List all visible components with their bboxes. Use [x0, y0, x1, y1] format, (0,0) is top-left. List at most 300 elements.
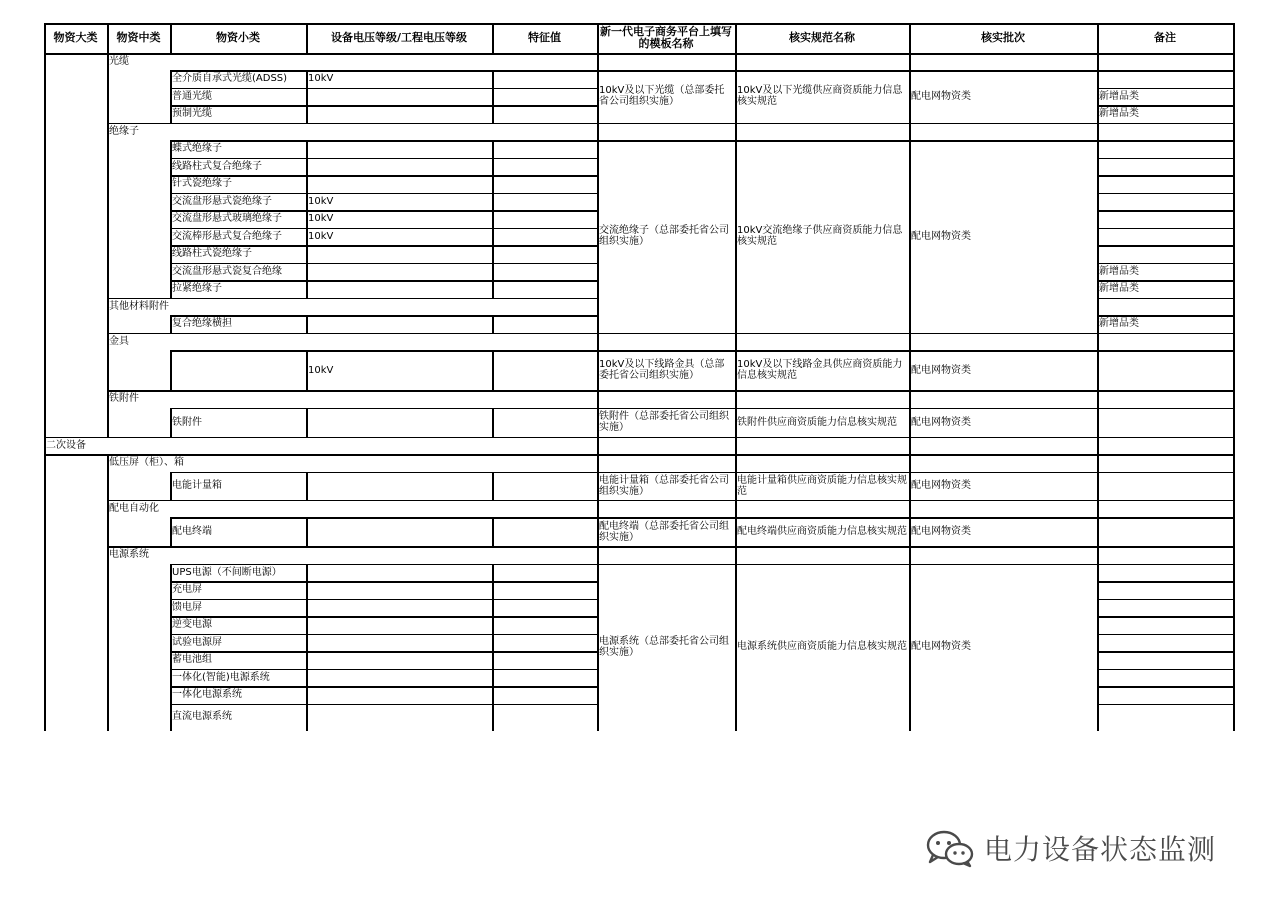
grid-line: [1233, 228, 1235, 246]
grid-line: [1097, 175, 1099, 193]
template-name: 交流绝缘子（总部委托省公司组织实施）: [599, 225, 729, 248]
grid-line: [909, 454, 911, 472]
category-minor: 针式瓷绝缘子: [172, 178, 232, 190]
verification-batch: 配电网物资类: [911, 641, 971, 653]
grid-line: [1097, 350, 1235, 352]
grid-line: [1097, 669, 1099, 687]
grid-line: [1233, 546, 1235, 564]
verification-batch: 配电网物资类: [911, 90, 971, 102]
grid-line: [306, 669, 308, 687]
grid-line: [492, 280, 494, 298]
grid-line: [1097, 140, 1099, 158]
grid-line: [107, 669, 109, 687]
grid-line: [735, 454, 737, 472]
grid-line: [306, 105, 308, 123]
grid-line: [735, 23, 737, 53]
grid-line: [1097, 599, 1099, 617]
grid-line: [492, 686, 494, 704]
grid-line: [492, 228, 494, 246]
grid-line: [597, 454, 599, 472]
grid-line: [1233, 53, 1235, 71]
grid-line: [1233, 175, 1235, 193]
grid-line: [492, 599, 494, 617]
grid-line: [1097, 298, 1099, 316]
grid-line: [306, 599, 308, 617]
column-header: 核实批次: [981, 31, 1025, 44]
grid-line: [107, 634, 109, 652]
category-minor: 配电终端: [172, 526, 212, 537]
column-header: 备注: [1154, 31, 1176, 44]
grid-line: [107, 245, 109, 263]
grid-line: [1233, 390, 1235, 408]
voltage-level: 10kV: [308, 364, 334, 376]
grid-line: [306, 704, 308, 731]
grid-line: [1097, 70, 1235, 72]
grid-line: [1097, 53, 1235, 55]
grid-line: [44, 53, 46, 71]
grid-line: [909, 333, 911, 351]
grid-line: [597, 123, 1098, 125]
grid-line: [1097, 581, 1099, 599]
grid-line: [492, 408, 494, 438]
category-minor: 馈电屏: [172, 601, 202, 613]
grid-line: [44, 105, 46, 123]
watermark: [924, 826, 1216, 870]
spec-name: 10kV及以下光缆供应商资质能力信息核实规范: [737, 85, 903, 108]
grid-line: [1097, 564, 1099, 582]
grid-line: [107, 210, 109, 228]
remark: 新增品类: [1099, 283, 1139, 295]
grid-line: [1097, 546, 1235, 548]
grid-line: [597, 546, 1098, 548]
remark: 新增品类: [1099, 318, 1139, 330]
grid-line: [597, 437, 599, 455]
category-minor: 蝶式绝缘子: [172, 143, 222, 155]
category-middle: 电源系统: [109, 549, 149, 561]
column-header: 核实规范名称: [789, 31, 855, 44]
grid-line: [1097, 390, 1099, 408]
grid-line: [1233, 245, 1235, 263]
category-minor: 交流盘形悬式瓷复合绝缘: [172, 265, 282, 277]
grid-line: [1097, 158, 1099, 176]
grid-line: [1097, 333, 1235, 335]
template-name: 10kV及以下线路金具（总部委托省公司组织实施）: [599, 359, 725, 381]
grid-line: [44, 140, 46, 158]
category-middle: 光缆: [109, 56, 129, 67]
grid-line: [44, 70, 46, 88]
grid-line: [492, 105, 494, 123]
grid-line: [1097, 500, 1099, 518]
grid-line: [107, 517, 109, 547]
grid-line: [1097, 390, 1235, 392]
grid-line: [1233, 564, 1235, 582]
grid-line: [735, 390, 737, 408]
grid-line: [1097, 454, 1235, 456]
grid-line: [1097, 704, 1235, 706]
category-middle: 铁附件: [109, 393, 139, 405]
grid-line: [1097, 651, 1235, 653]
grid-line: [107, 704, 109, 731]
voltage-level: 10kV: [308, 213, 334, 225]
spec-name: 10kV交流绝缘子供应商资质能力信息核实规范: [737, 225, 903, 248]
grid-line: [735, 500, 737, 518]
grid-line: [597, 23, 599, 53]
grid-line: [1097, 210, 1235, 212]
verification-batch: 配电网物资类: [911, 364, 971, 376]
grid-line: [44, 616, 46, 634]
category-minor: UPS电源（不间断电源）: [172, 566, 282, 578]
grid-line: [44, 245, 46, 263]
grid-line: [107, 686, 109, 704]
grid-line: [492, 140, 494, 158]
grid-line: [170, 350, 172, 391]
grid-line: [492, 245, 494, 263]
category-minor: 直流电源系统: [172, 711, 232, 723]
grid-line: [44, 280, 46, 298]
grid-line: [1233, 280, 1235, 298]
grid-line: [492, 23, 494, 53]
remark: 新增品类: [1099, 265, 1139, 277]
grid-line: [1097, 517, 1099, 547]
grid-line: [1233, 105, 1235, 123]
grid-line: [107, 175, 109, 193]
grid-line: [492, 472, 494, 501]
grid-line: [1097, 53, 1099, 71]
column-header: 物资大类: [53, 31, 98, 44]
grid-line: [1233, 70, 1235, 88]
grid-line: [306, 88, 308, 106]
grid-line: [107, 280, 109, 298]
grid-line: [492, 263, 494, 281]
template-name: 电能计量箱（总部委托省公司组织实施）: [599, 474, 729, 497]
grid-line: [107, 158, 109, 176]
grid-line: [107, 564, 109, 582]
grid-line: [44, 23, 46, 53]
grid-line: [1233, 634, 1235, 652]
grid-line: [1097, 634, 1099, 652]
watermark-text: 电力设备状态监测: [984, 833, 1217, 866]
grid-line: [597, 454, 1098, 456]
category-minor: 电能计量箱: [172, 480, 222, 491]
grid-line: [1097, 228, 1099, 246]
template-name: 10kV及以下光缆（总部委托省公司组织实施）: [599, 85, 725, 108]
grid-line: [1233, 408, 1235, 438]
category-minor: 线路柱式瓷绝缘子: [172, 248, 252, 260]
grid-line: [107, 350, 109, 391]
grid-line: [107, 23, 109, 53]
column-header: 特征值: [528, 31, 561, 44]
grid-line: [107, 581, 109, 599]
grid-line: [909, 500, 911, 518]
grid-line: [170, 23, 172, 53]
grid-line: [44, 298, 46, 316]
grid-line: [107, 228, 109, 246]
grid-line: [1233, 315, 1235, 333]
grid-line: [597, 333, 1098, 335]
grid-line: [1233, 500, 1235, 518]
grid-line: [1097, 686, 1099, 704]
grid-line: [1097, 472, 1099, 501]
grid-line: [1097, 70, 1099, 88]
grid-line: [306, 140, 308, 158]
grid-line: [44, 599, 46, 617]
grid-line: [1097, 408, 1235, 410]
category-minor: 预制光缆: [172, 108, 212, 120]
grid-line: [909, 546, 911, 564]
grid-line: [735, 546, 737, 564]
category-middle: 金具: [109, 335, 129, 347]
grid-line: [1233, 704, 1235, 731]
spec-name: 10kV及以下线路金具供应商资质能力信息核实规范: [737, 359, 903, 381]
category-minor: 线路柱式复合绝缘子: [172, 160, 262, 172]
grid-line: [107, 193, 109, 211]
column-header: 新一代电子商务平台上填写的模板名称: [600, 25, 732, 50]
grid-line: [1097, 454, 1099, 472]
category-minor: 铁附件: [172, 416, 202, 428]
grid-line: [597, 333, 599, 351]
grid-line: [1097, 333, 1099, 351]
grid-line: [1097, 123, 1099, 141]
grid-line: [1097, 669, 1235, 671]
grid-line: [1097, 686, 1235, 688]
grid-line: [44, 315, 46, 333]
spec-name: 电能计量箱供应商资质能力信息核实规范: [737, 474, 907, 497]
grid-line: [1233, 616, 1235, 634]
category-minor: 一体化(智能)电源系统: [172, 671, 270, 683]
grid-line: [492, 669, 494, 687]
grid-line: [306, 175, 308, 193]
grid-line: [492, 634, 494, 652]
grid-line: [306, 564, 308, 582]
template-name: 电源系统（总部委托省公司组织实施）: [599, 635, 729, 658]
grid-line: [107, 88, 109, 106]
grid-line: [1097, 581, 1235, 583]
column-header: 物资中类: [116, 31, 161, 44]
grid-line: [1233, 263, 1235, 281]
grid-line: [107, 140, 109, 158]
verification-batch: 配电网物资类: [911, 416, 971, 428]
grid-line: [597, 53, 1098, 55]
grid-line: [1233, 210, 1235, 228]
grid-line: [1097, 228, 1235, 230]
grid-line: [44, 158, 46, 176]
grid-line: [107, 599, 109, 617]
category-minor: 充电屏: [172, 584, 202, 596]
grid-line: [492, 175, 494, 193]
remark: 新增品类: [1099, 108, 1139, 120]
grid-line: [306, 315, 308, 333]
grid-line: [1097, 140, 1235, 142]
grid-line: [1233, 333, 1235, 351]
wechat-icon: [924, 828, 976, 868]
grid-line: [597, 53, 599, 71]
grid-line: [306, 651, 308, 669]
grid-line: [107, 105, 109, 123]
grid-line: [44, 581, 46, 599]
verification-batch: 配电网物资类: [911, 480, 971, 491]
grid-line: [597, 500, 1098, 502]
category-minor: 交流盘形悬式瓷绝缘子: [172, 195, 272, 207]
grid-line: [44, 546, 46, 564]
spec-name: 电源系统供应商资质能力信息核实规范: [737, 641, 907, 653]
grid-line: [44, 390, 46, 408]
grid-line: [597, 123, 599, 141]
grid-line: [306, 581, 308, 599]
grid-line: [1233, 437, 1235, 455]
grid-line: [44, 333, 46, 351]
verification-batch: 配电网物资类: [911, 230, 971, 242]
grid-line: [1097, 500, 1235, 502]
grid-line: [1233, 581, 1235, 599]
grid-line: [44, 686, 46, 704]
grid-line: [909, 123, 911, 141]
grid-line: [1097, 599, 1235, 601]
grid-line: [44, 228, 46, 246]
grid-line: [1097, 350, 1099, 391]
grid-line: [107, 70, 109, 88]
grid-line: [44, 517, 46, 547]
category-minor: 蓄电池组: [172, 654, 212, 666]
grid-line: [1097, 193, 1099, 211]
grid-line: [1233, 454, 1235, 472]
grid-line: [44, 651, 46, 669]
grid-line: [1097, 651, 1099, 669]
grid-line: [1233, 350, 1235, 391]
grid-line: [1097, 616, 1099, 634]
grid-line: [1097, 245, 1235, 247]
grid-line: [44, 23, 1235, 25]
grid-line: [1233, 23, 1235, 53]
grid-line: [44, 123, 46, 141]
grid-line: [107, 651, 109, 669]
grid-line: [1097, 704, 1099, 731]
grid-line: [1097, 175, 1235, 177]
grid-line: [44, 669, 46, 687]
grid-line: [44, 472, 46, 501]
grid-line: [107, 408, 109, 438]
grid-line: [1097, 517, 1235, 519]
category-middle: 其他材料附件: [109, 300, 169, 312]
grid-line: [44, 408, 46, 438]
grid-line: [1097, 210, 1099, 228]
column-header: 设备电压等级/工程电压等级: [330, 31, 468, 44]
grid-line: [492, 564, 494, 582]
grid-line: [1233, 686, 1235, 704]
grid-line: [1097, 472, 1235, 474]
grid-line: [44, 88, 46, 106]
spec-name: 铁附件供应商资质能力信息核实规范: [737, 416, 897, 428]
grid-line: [1233, 123, 1235, 141]
grid-line: [1097, 546, 1099, 564]
grid-line: [1233, 517, 1235, 547]
grid-line: [44, 193, 46, 211]
grid-line: [597, 390, 1098, 392]
grid-line: [492, 193, 494, 211]
grid-line: [492, 581, 494, 599]
grid-line: [1097, 408, 1099, 438]
category-minor: 复合绝缘横担: [172, 318, 232, 330]
grid-line: [1233, 669, 1235, 687]
grid-line: [306, 616, 308, 634]
column-header: 物资小类: [216, 31, 260, 44]
grid-line: [1097, 437, 1235, 439]
grid-line: [107, 315, 109, 333]
grid-line: [1097, 298, 1235, 300]
category-minor: 一体化电源系统: [172, 689, 242, 701]
grid-line: [107, 472, 109, 501]
grid-line: [492, 616, 494, 634]
grid-line: [909, 437, 911, 455]
category-minor: 交流棒形悬式复合绝缘子: [172, 230, 282, 242]
grid-line: [44, 454, 46, 472]
category-major: 二次设备: [46, 439, 86, 451]
grid-line: [306, 245, 308, 263]
grid-line: [492, 651, 494, 669]
grid-line: [107, 263, 109, 281]
category-minor: 逆变电源: [172, 619, 212, 631]
grid-line: [597, 500, 599, 518]
category-minor: 交流盘形悬式玻璃绝缘子: [172, 213, 282, 225]
grid-line: [735, 437, 737, 455]
grid-line: [909, 390, 911, 408]
template-name: 配电终端（总部委托省公司组织实施）: [599, 520, 729, 543]
grid-line: [306, 517, 308, 547]
grid-line: [1097, 245, 1099, 263]
grid-line: [44, 564, 46, 582]
grid-line: [1233, 472, 1235, 501]
grid-line: [1233, 88, 1235, 106]
category-middle: 绝缘子: [109, 125, 139, 137]
grid-line: [1233, 599, 1235, 617]
grid-line: [1097, 158, 1235, 160]
grid-line: [306, 263, 308, 281]
grid-line: [1097, 634, 1235, 636]
grid-line: [597, 546, 599, 564]
grid-line: [306, 472, 308, 501]
grid-line: [1097, 123, 1235, 125]
grid-line: [44, 634, 46, 652]
grid-line: [1097, 193, 1235, 195]
grid-line: [44, 175, 46, 193]
grid-line: [306, 634, 308, 652]
grid-line: [1097, 437, 1099, 455]
category-minor: 拉紧绝缘子: [172, 283, 222, 295]
grid-line: [1233, 193, 1235, 211]
grid-line: [1097, 23, 1099, 53]
grid-line: [597, 437, 1098, 439]
grid-line: [44, 210, 46, 228]
voltage-level: 10kV: [308, 73, 334, 85]
category-minor: 试验电源屏: [172, 636, 222, 648]
grid-line: [735, 123, 737, 141]
grid-line: [1097, 564, 1235, 566]
grid-line: [44, 500, 46, 518]
grid-line: [306, 23, 308, 53]
grid-line: [1233, 140, 1235, 158]
grid-line: [44, 704, 46, 731]
grid-line: [492, 70, 494, 88]
grid-line: [107, 616, 109, 634]
remark: 新增品类: [1099, 90, 1139, 102]
grid-line: [306, 158, 308, 176]
grid-line: [492, 88, 494, 106]
grid-line: [44, 350, 46, 391]
grid-line: [1097, 616, 1235, 618]
grid-line: [909, 53, 911, 71]
grid-line: [492, 210, 494, 228]
grid-line: [306, 408, 308, 438]
category-minor: 全介质自承式光缆(ADSS): [172, 73, 288, 85]
